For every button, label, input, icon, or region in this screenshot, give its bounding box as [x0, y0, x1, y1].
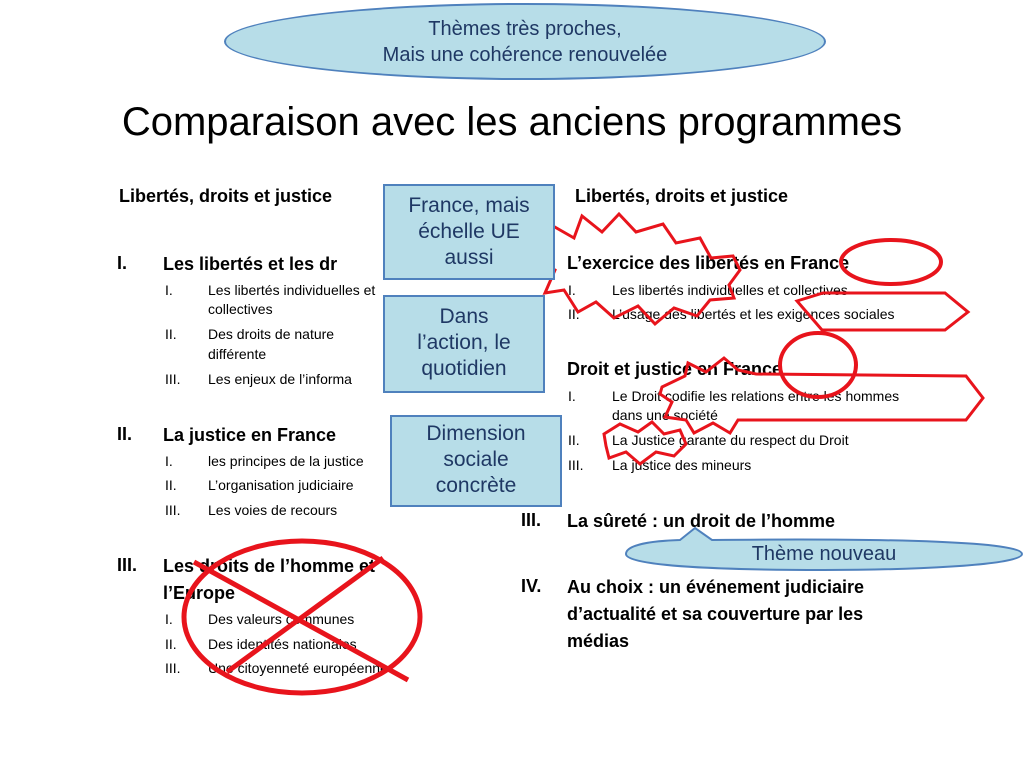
right-s4-title2: d’actualité et sa couverture par les	[567, 604, 864, 624]
right-s2-i2-text: La Justice garante du respect du Droit	[612, 432, 849, 448]
left-s2-title: La justice en France	[163, 425, 337, 445]
left-s1-i1-num: I.	[165, 282, 173, 298]
left-s3-title: Les droits de l’homme et	[163, 556, 376, 576]
callout-3-line1: Dimension	[426, 422, 526, 445]
right-s2-i3-num: III.	[568, 457, 584, 473]
left-s1-title: Les libertés et les dr	[163, 254, 338, 274]
left-s1-i1-text: Les libertés individuelles et	[208, 282, 376, 298]
left-s3-i2-num: II.	[165, 636, 177, 652]
right-s1-i2-num: II.	[568, 306, 580, 322]
left-s3-i1-num: I.	[165, 611, 173, 627]
callout-2-line1: Dans	[439, 305, 489, 328]
right-s4-num: IV.	[521, 576, 542, 596]
right-s3-title: La sûreté : un droit de l’homme	[567, 511, 836, 531]
right-s2-title: Droit et justice en France	[567, 359, 783, 379]
right-s3-num: III.	[521, 510, 542, 530]
left-s1-i2-num: II.	[165, 326, 177, 342]
left-s3-i1-text: Des valeurs communes	[208, 611, 355, 627]
callout-3-line3: concrète	[435, 474, 517, 497]
right-header: Libertés, droits et justice	[575, 186, 789, 206]
right-s2-i1-text: Le Droit codifie les relations entre les hommes	[612, 388, 900, 404]
left-s1-num: I.	[117, 253, 128, 273]
callout-2-line3: quotidien	[421, 357, 507, 380]
right-s1-i1-num: I.	[568, 282, 576, 298]
right-s2-i1-num: I.	[568, 388, 576, 404]
right-s4-title: Au choix : un événement judiciaire	[567, 577, 865, 597]
callout-1-line2: échelle UE	[418, 220, 520, 243]
top-ellipse-line1: Thèmes très proches,	[428, 18, 622, 40]
right-s2-i3-text: La justice des mineurs	[612, 457, 752, 473]
right-s1-title: L’exercice des libertés en France	[567, 253, 850, 273]
left-s3-num: III.	[117, 555, 138, 575]
left-s2-i3-num: III.	[165, 502, 181, 518]
left-s1-i3-num: III.	[165, 371, 181, 387]
right-s1-i1-text: Les libertés individuelles et collectives	[612, 282, 848, 298]
callout-3-line2: sociale	[443, 448, 509, 471]
left-s3-title2: l’Europe	[163, 583, 236, 603]
left-s2-i2-text: L’organisation judiciaire	[208, 477, 354, 493]
left-s2-i1-text: les principes de la justice	[208, 453, 364, 469]
top-ellipse-line2: Mais une cohérence renouvelée	[382, 44, 668, 66]
new-theme-label: Thème nouveau	[751, 543, 897, 565]
left-s2-i3-text: Les voies de recours	[208, 502, 338, 518]
left-s1-i2-text: Des droits de nature	[208, 326, 335, 342]
left-s1-i1-text2: collectives	[208, 301, 273, 317]
callout-1-line1: France, mais	[408, 194, 530, 217]
left-s2-i1-num: I.	[165, 453, 173, 469]
page-title: Comparaison avec les anciens programmes	[121, 100, 903, 144]
left-s1-i3-text: Les enjeux de l’informa	[208, 371, 352, 387]
right-s1-i2-text: L’usage des libertés et les exigences sociales	[612, 306, 895, 322]
left-s2-num: II.	[117, 424, 133, 444]
left-header: Libertés, droits et justice	[119, 186, 333, 206]
right-s4-title3: médias	[567, 631, 630, 651]
left-s3-i3-text: Une citoyenneté européenne	[208, 660, 388, 676]
callout-1-line3: aussi	[444, 246, 494, 269]
right-s2-i2-num: II.	[568, 432, 580, 448]
left-s3-i2-text: Des identités nationales	[208, 636, 357, 652]
callout-2-line2: l’action, le	[417, 331, 511, 354]
left-s2-i2-num: II.	[165, 477, 177, 493]
left-s1-i2-text2: différente	[208, 346, 267, 362]
right-s2-i1-text2: dans une société	[612, 407, 718, 423]
left-s3-i3-num: III.	[165, 660, 181, 676]
